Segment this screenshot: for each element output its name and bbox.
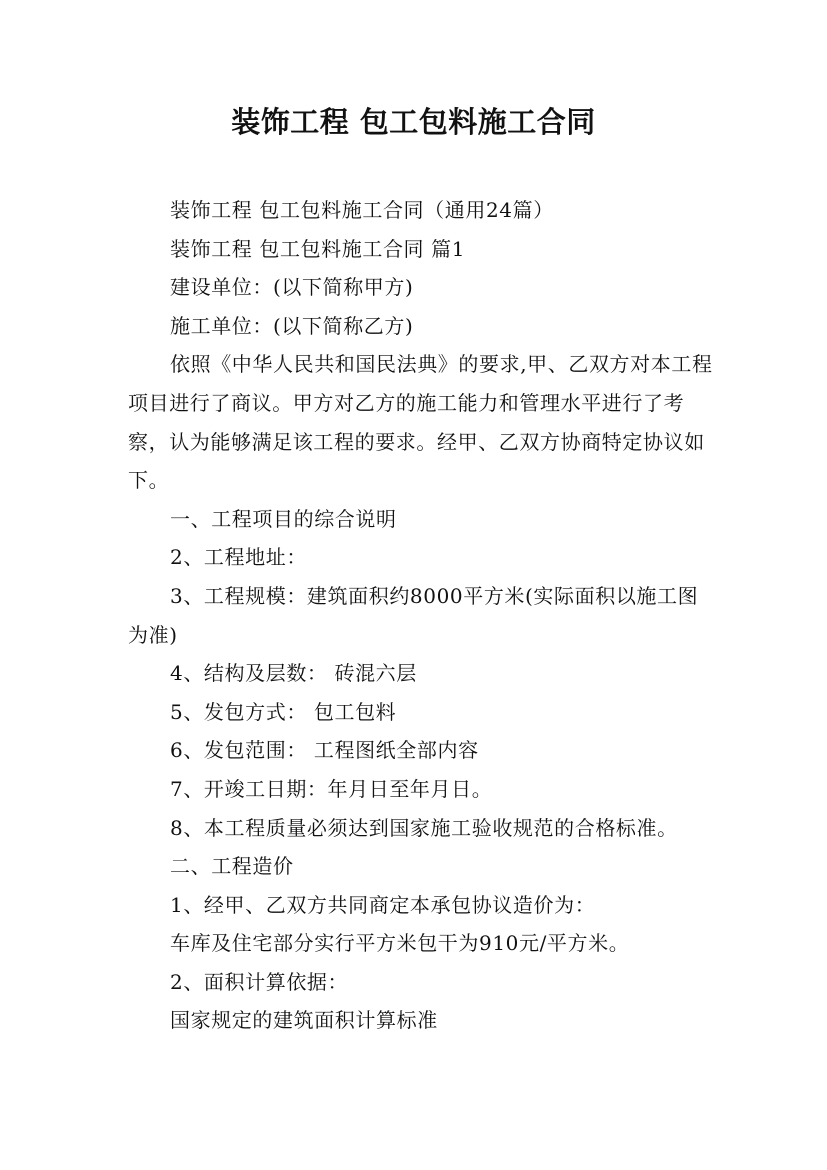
paragraph-area-standard: 国家规定的建筑面积计算标准 [170, 1008, 438, 1033]
paragraph-scale: 3、工程规模：建筑面积约8000平方米(实际面积以施工图为准) [128, 583, 699, 647]
paragraph-part-one-heading: 一、工程项目的综合说明 [170, 506, 397, 531]
document-title: 装饰工程 包工包料施工合同 [231, 105, 596, 139]
paragraph-contract-scope: 6、发包范围： 工程图纸全部内容 [170, 738, 479, 763]
document-body [128, 191, 718, 1040]
paragraph-area-basis: 2、面积计算依据： [170, 969, 349, 994]
paragraph-construction-unit: 建设单位：(以下简称甲方) [170, 275, 414, 300]
paragraph-quality: 8、本工程质量必须达到国家施工验收规范的合格标准。 [170, 815, 678, 840]
paragraph-part-two-heading: 二、工程造价 [170, 854, 294, 879]
paragraph-address: 2、工程地址： [170, 545, 307, 570]
paragraph-price-agreement: 1、经甲、乙双方共同商定本承包协议造价为： [170, 892, 596, 917]
paragraph-structure: 4、结构及层数： 砖混六层 [170, 661, 417, 686]
paragraph-subtitle: 装饰工程 包工包料施工合同（通用24篇） [170, 198, 554, 222]
paragraph-contractor-unit: 施工单位：(以下简称乙方) [170, 313, 414, 338]
paragraph-schedule: 7、开竣工日期：年月日至年月日。 [170, 776, 493, 801]
paragraph-section-heading: 装饰工程 包工包料施工合同 篇1 [170, 236, 466, 261]
paragraph-unit-price: 车库及住宅部分实行平方米包干为910元/平方米。 [170, 931, 630, 956]
paragraph-preamble: 依照《中华人民共和国民法典》的要求,甲、乙双方对本工程项目进行了商议。甲方对乙方的施工能力和管理水平进行了考察，认为能够满足该工程的要求。经甲、乙双方协商特定协议如下。 [128, 352, 713, 493]
paragraph-contract-mode: 5、发包方式： 包工包料 [170, 699, 397, 724]
